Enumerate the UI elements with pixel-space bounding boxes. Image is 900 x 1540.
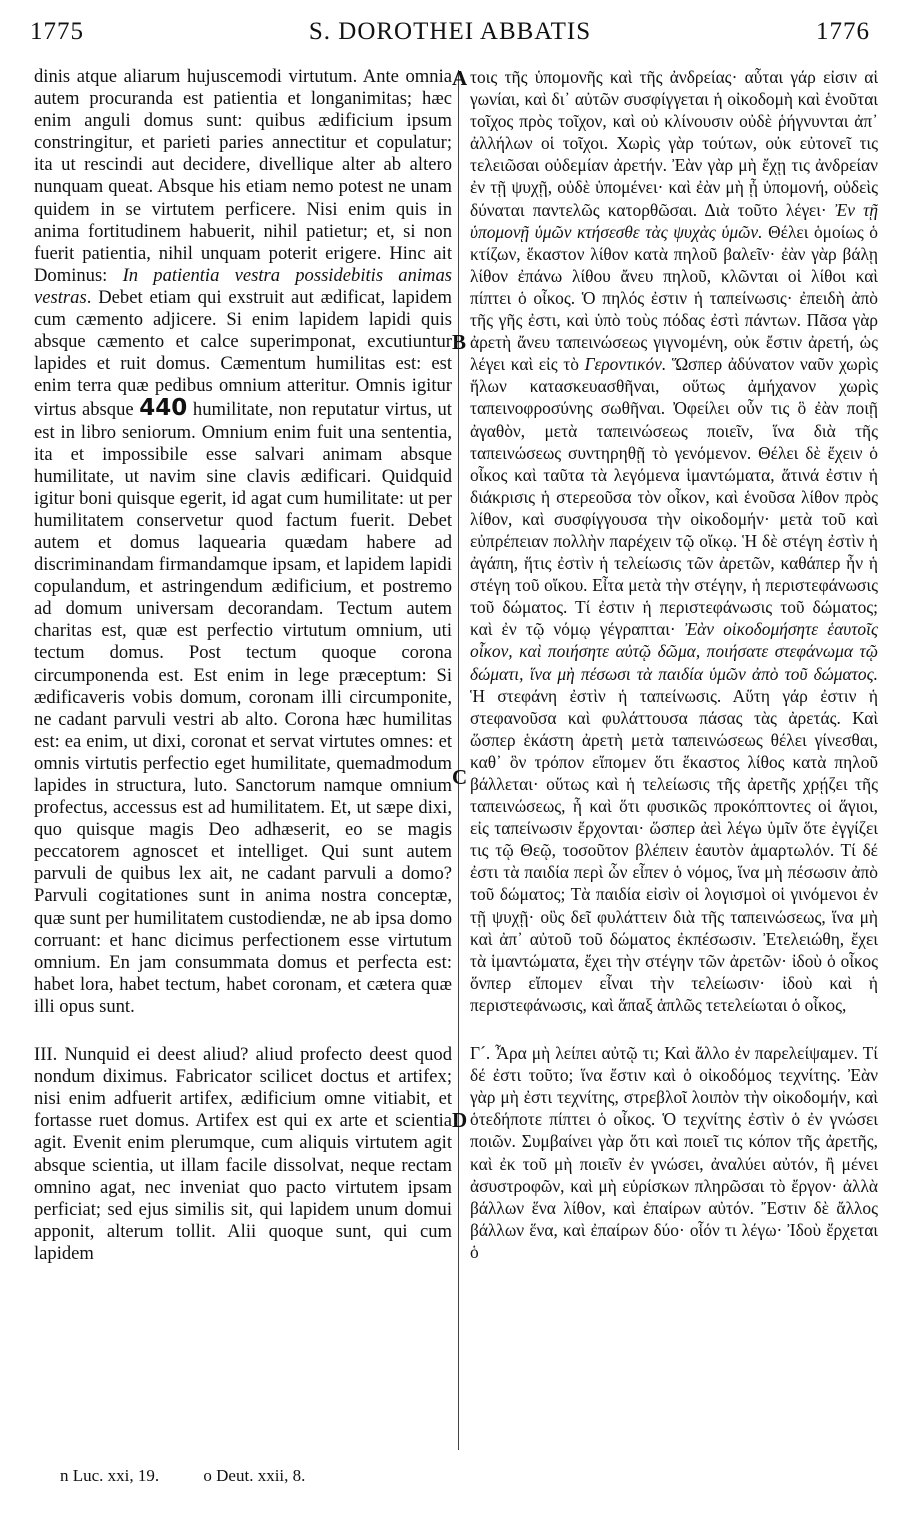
latin-paragraph-1 bbox=[34, 66, 452, 1018]
greek-quote-2: Γεροντικόν. bbox=[584, 354, 667, 375]
margin-marker-a: A bbox=[452, 66, 468, 90]
right-page-number: 1776 bbox=[816, 18, 870, 45]
greek-quote-1: Ἐν τῇ ὑπομονῇ ὑμῶν κτήσεσθε τὰς ψυχὰς ὑμῶν. bbox=[470, 199, 878, 242]
footnotes bbox=[60, 1466, 345, 1486]
latin-text-1c: humilitate, non reputatur virtus, ut est in libro seniorum. Omnium enim fuit una sententia, ita et impossibile esse salvari animam absque humilitate, ut navim sine clavis ædificari. Quidquid igitur boni quisque egerit, id agat cum humilitate: ut per humilitatem conservetur quod factum fuerit. Debet autem et domus laquearia quædam habere ad discriminandam firmandamque ipsam, et lapidem lapidi copulandum, et astringendum ædificium, et postremo ad domum universam decorandam. Tectum autem charitas est, quæ est perfectio virtutum omnium, uti tectum domus. Post tectum quoque corona circumponenda est. Est enim in lege præceptum: Si ædificaveris vobis domum, coronam illi circumponite, ne cadant parvuli vestri ab alto. Corona hæc humilitas est: ea enim, ut dixi, coronat et servat virtutes omnes: et omnis virtutis perfectio eget humilitate, quemadmodum lapides in structura, luto. Sanctorum namque omnium profectus, accessus est ad humilitatem. Et, ut sæpe dixi, quo quisque magis Deo adhæserit, eo se magis peccatorem agnoscet et intelliget. Qui sunt autem parvuli de quibus lex ait, ne cadant parvuli a domo? Parvuli cogitationes sunt in anima nostra conceptæ, quæ sunt per humilitatem custodiendæ, ne ab ipsa domo corruant: et hanc dicimus perfectionem esse virtutum omnium. En jam consummata domus et perfecta est: habet lora, habet tectum, habet coronam, et cætera quæ illi opus sunt. bbox=[34, 399, 452, 1017]
greek-text-1b: Θέλει ὁμοίως ὁ κτίζων, ἕκαστον λίθον κατὰ πηλοῦ βαλεῖν· ἐὰν γὰρ βάλῃ λίθον ἐπάνω λίθου ἄνευ πηλοῦ, κλῶνται οἱ λίθοι καὶ πίπτει ὁ οἶκος. Ὁ πηλός ἐστιν ἡ ταπείνωσις· ἐπειδὴ ἀπὸ τῆς γῆς ἐστι, καὶ ὑπὸ τοὺς πόδας ἐστὶ πάντων. Πᾶσα γὰρ ἀρετὴ ἄνευ ταπεινώσεως γιγνομένη, οὐκ ἔστιν ἀρετή, ὡς λέγει καὶ εἰς τὸ bbox=[470, 221, 878, 375]
greek-quote-3: Ἐὰν οἰκοδομήσητε ἑαυτοῖς οἶκον, καὶ ποιήσητε αὐτῷ δῶμα, ποιήσατε στεφάνωμα τῷ δώματι, ἵνα μὴ πέσωσι τὰ παιδία ὑμῶν ἀπὸ τοῦ δώματος. bbox=[470, 619, 878, 684]
greek-paragraph-1 bbox=[470, 66, 878, 1016]
running-title: S. DOROTHEI ABBATIS bbox=[308, 18, 592, 45]
greek-text-1a: τοις τῆς ὑπομονῆς καὶ τῆς ἀνδρείας· αὗται γάρ εἰσιν αἱ γωνίαι, καὶ δι᾽ αὐτῶν συσφίγγεται ἡ οἰκοδομὴ καὶ ἑνοῦται τοῖχος πρὸς τοῖχον, καὶ οὐ κλίνουσιν οὐδὲ ῥήγνυνται ἀπ᾽ ἀλλήλων οἱ τοῖχοι. Χωρὶς γὰρ τούτων, οὐκ εὐτονεῖ τις τελειῶσαι οὐδεμίαν ἀρετήν. Ἐὰν γὰρ μὴ ἔχῃ τις ἀνδρείαν ἐν τῇ ψυχῇ, οὐδὲ ὑπομένει· καὶ ἐὰν μὴ ᾖ ὑπομονή, οὐδεὶς δύναται παντελῶς κατορθῶσαι. Διὰ τοῦτο λέγει· bbox=[470, 67, 878, 220]
greek-text-1c: Ὥσπερ ἀδύνατον ναῦν χωρὶς ἥλων κατασκευασθῆναι, οὕτως ἀμήχανον χωρὶς ταπεινοφροσύνης σωθῆναι. Ὀφείλει οὖν τις ὃ ἐὰν ποιῇ ἀγαθὸν, μετὰ ταπεινώσεως ποιεῖν, ἵνα διὰ τῆς ταπεινώσεως συντηρηθῇ τὸ γενόμενον. Θέλει δὲ ἔχειν ὁ οἶκος καὶ ταῦτα τὰ λεγόμενα ἱμαντώματα, ἅτινά ἐστιν ἡ διάκρισις ἡ στερεοῦσα τὸν οἶκον, καὶ ἑνοῦσα λίθον πρὸς λίθον, καὶ συσφίγγουσα τὴν οἰκοδομήν· μετὰ τοῦ καὶ εὐπρέπειαν πολλὴν παρέχειν τῷ οἴκῳ. Ἡ δὲ στέγη ἐστὶν ἡ ἀγάπη, ἥτις ἐστὶν ἡ τελείωσις τῶν ἀρετῶν, καθάπερ ἦν ἡ στέγη τοῦ οἴκου. Εἶτα μετὰ τὴν στέγην, ἡ περιστεφάνωσις τοῦ δώματος. Τί ἐστιν ἡ περιστεφάνωσις τοῦ δώματος; καὶ ἐν τῷ νόμῳ γέγραπται· bbox=[470, 354, 878, 640]
latin-quote-1: In patientia vestra possidebitis animas vestras bbox=[34, 264, 452, 308]
margin-marker-c: C bbox=[452, 765, 468, 789]
page-marker-440: 440 bbox=[139, 395, 188, 422]
greek-column bbox=[470, 66, 878, 1263]
footnote-o: o Deut. xxii, 8. bbox=[203, 1466, 306, 1485]
latin-column bbox=[34, 66, 452, 1265]
latin-paragraph-2: III. Nunquid ei deest aliud? aliud profecto deest quod nondum diximus. Fabricator scilicet doctus et artifex; nisi enim adfuerit artifex, ædificium omne vitiabit, et fortasse ruet domus. Artifex est qui ex arte et scientia agit. Evenit enim plerumque, cum aliquis virtutem agit absque scientia, ut illam facile dissolvat, neque rectam omnino agat, nec inveniat quo pacto virtutem ipsam perficiat; sed ejus similis sit, qui lapidem unum domui apponit, alterum tollit. Alii quoque sunt, qui cum lapidem bbox=[34, 1044, 452, 1264]
greek-text-1d: Ἡ στεφάνη ἐστὶν ἡ ταπείνωσις. Αὕτη γάρ ἐστιν ἡ στεφανοῦσα καὶ φυλάττουσα πάσας τὰς ἀρετάς. Καὶ ὥσπερ ἑκάστη ἀρετὴ μετὰ ταπεινώσεως θέλει γίνεσθαι, καθ᾽ ὃν τρόπον εἴπομεν ὅτι ἕκαστος λίθος κατὰ πηλοῦ βάλλεται· οὕτως καὶ ἡ τελείωσις τῆς ἀρετῆς χρῄζει τῆς ταπεινώσεως, ἧ καὶ ὅτι φυσικῶς προκόπτοντες οἱ ἅγιοι, εἰς ταπείνωσιν ἔρχονται· ὥσπερ ἀεὶ λέγω ὑμῖν ὅτε ἐγγίζει τις τῷ Θεῷ, τοσοῦτον βλέπειν ἑαυτὸν ἁμαρτωλόν. Τί δέ ἐστι τὰ παιδία περὶ ὧν εἶπεν ὁ νόμος, ἵνα μὴ πέσωσιν ἀπὸ τοῦ δώματος; Τὰ παιδία εἰσὶν οἱ λογισμοὶ οἱ γινόμενοι ἐν τῇ ψυχῇ· οὓς δεῖ φυλάττειν διὰ τῆς ταπεινώσεως, ἵνα μὴ καὶ ἀπ᾽ αὐτοῦ τοῦ δώματος ἐκπέσωσιν. Ἐτελειώθη, ἔχει τὰ ἱμαντώματα, ἔχει τὴν στέγην τῶν ἀρετῶν· ἰδοὺ ὁ οἶκος ὅνπερ εἴπομεν εἶναι τὴν τελείωσιν· ἰδοὺ καὶ ἡ περιστεφάνωσις, καὶ ἅπαξ ἁπλῶς τετελείωται ὁ οἶκος, bbox=[470, 685, 878, 1015]
latin-text-1b: . Debet etiam qui exstruit aut ædificat, lapidem cum cæmento adjicere. Si enim lapidem lapidi quis absque cæmento et calce superimponat, excutiuntur lapides et ruit domus. Cæmentum humilitas est: est enim terra quæ pedibus omnium atteritur. Omnis igitur virtus absque bbox=[34, 286, 452, 421]
left-page-number: 1775 bbox=[30, 18, 84, 45]
margin-marker-d: D bbox=[452, 1108, 468, 1132]
greek-paragraph-2: Γ´. Ἆρα μὴ λείπει αὐτῷ τι; Καὶ ἄλλο ἐν παρελείψαμεν. Τί δέ ἐστι τοῦτο; ἵνα ἔστιν καὶ ὁ οἰκοδόμος τεχνίτης. Ἐὰν γὰρ μὴ ἐστι τεχνίτης, στρεβλοῖ λοιπὸν τὴν οἰκοδομήν, καὶ ὁτεδήποτε πίπτει ὁ οἶκος. Ὁ τεχνίτης ἐστὶν ὁ ἐν γνώσει ποιῶν. Συμβαίνει γὰρ ὅτι καὶ ποιεῖ τις κόπον τῆς ἀρετῆς, καὶ ἐκ τοῦ μὴ ποιεῖν ἐν γνώσει, ἀναλύει αὐτόν, ἢ μένει ἀσυστροφῶν, καὶ μὴ εὑρίσκων πληρῶσαι τὸ ἔργον· ἀλλὰ βάλλων ἕνα λίθον, καὶ ἐπαίρων αὐτόν. Ἔστιν δὲ ἄλλος βάλλων ἕνα, καὶ ἐπαίρων δύο· οἷόν τι λέγω· Ἰδοὺ ἔρχεται ὁ bbox=[470, 1043, 878, 1262]
footnote-n: n Luc. xxi, 19. bbox=[60, 1466, 160, 1485]
page-header bbox=[30, 18, 870, 58]
column-divider bbox=[458, 70, 459, 1450]
latin-text-1a: dinis atque aliarum hujuscemodi virtutum. Ante omnia autem procuranda est patientia et longanimitas; hæc enim anguli domus sunt: quibus ædificium ipsum constringitur, et parieti paries annectitur et copulatur; ita ut rescindi aut decidere, divellique alter ab altero nunquam queat. Absque his etiam nemo potest ne unam quidem in se virtutem perficere. Nisi enim quis in anima fortitudinem habuerit, nihil patietur; et, si non fuerit patientia, nihil unquam poterit erigere. Hinc ait Dominus: bbox=[34, 66, 452, 286]
margin-marker-b: B bbox=[452, 330, 467, 354]
